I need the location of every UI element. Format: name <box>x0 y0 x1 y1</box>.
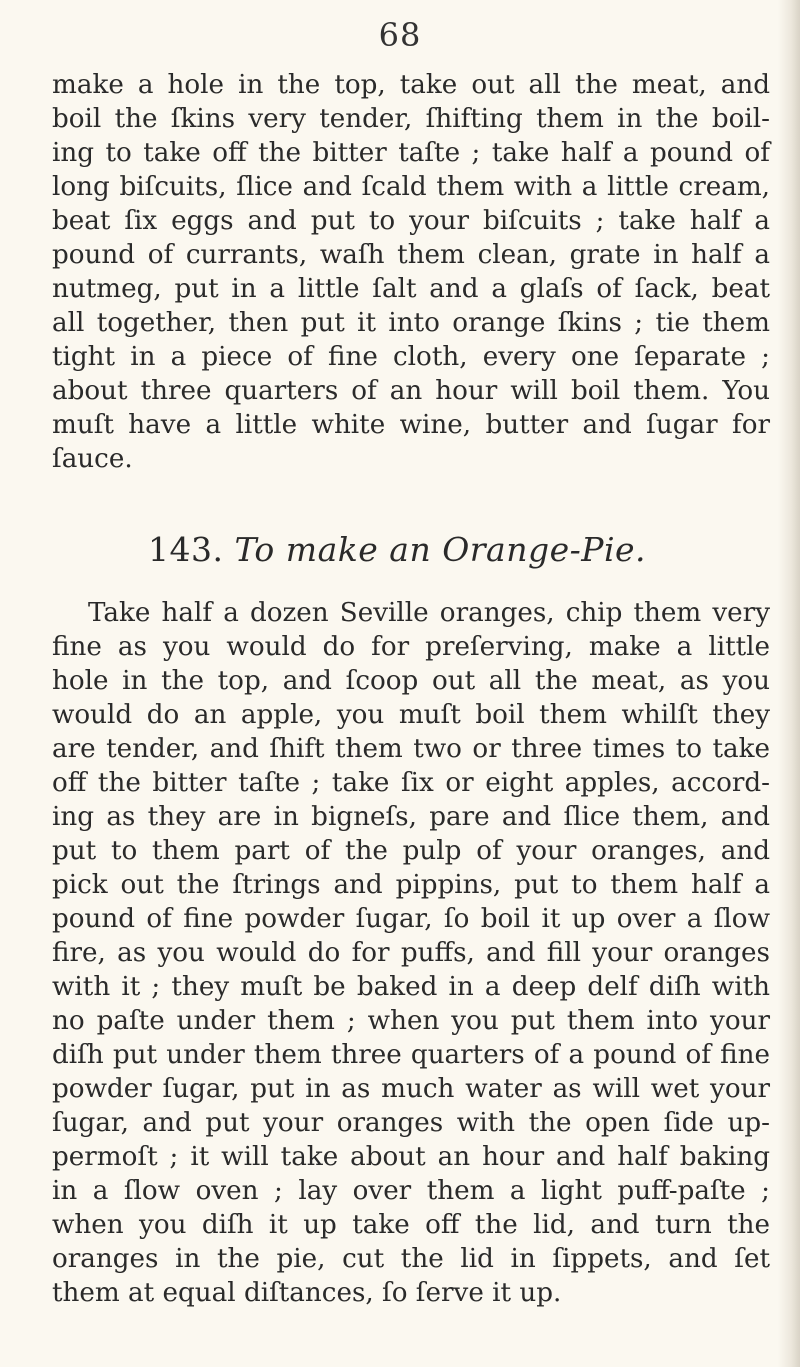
text-line: pound of fine powder ſugar, ſo boil it up over a ſlow <box>52 904 770 934</box>
page-number: 68 <box>378 16 422 54</box>
text-line: fine as you would do for preſerving, make a little <box>52 632 770 662</box>
recipe-title: To make an Orange-Pie. <box>234 530 647 569</box>
text-line: pound of currants, waſh them clean, grate in half a <box>52 240 770 270</box>
text-line: hole in the top, and ſcoop out all the meat, as you <box>52 666 770 696</box>
text-line: with it ; they muſt be baked in a deep delf diſh with <box>52 972 770 1002</box>
text-line: in a ſlow oven ; lay over them a light puff-paſte ; <box>52 1176 770 1206</box>
text-line: long biſcuits, ſlice and ſcald them with a little cream, <box>52 172 770 202</box>
text-line: no paſte under them ; when you put them into your <box>52 1006 770 1036</box>
text-line: tight in a piece of fine cloth, every one ſeparate ; <box>52 342 770 372</box>
text-line: muſt have a little white wine, butter and ſugar for <box>52 410 770 440</box>
text-line: when you diſh it up take off the lid, and turn the <box>52 1210 770 1240</box>
text-line: off the bitter taſte ; take ſix or eight apples, accord- <box>52 768 770 798</box>
text-line: put to them part of the pulp of your oranges, and <box>52 836 770 866</box>
text-line: them at equal diſtances, ſo ſerve it up. <box>52 1278 562 1308</box>
intro-paragraph <box>52 68 770 476</box>
text-line: make a hole in the top, take out all the meat, and <box>52 70 770 100</box>
text-line: all together, then put it into orange ſkins ; tie them <box>52 308 770 338</box>
recipe-number: 143. <box>148 530 224 569</box>
text-line: ing as they are in bigneſs, pare and ſlice them, and <box>52 802 770 832</box>
text-line: beat ſix eggs and put to your biſcuits ; take half a <box>52 206 770 236</box>
text-line: powder ſugar, put in as much water as will wet your <box>52 1074 770 1104</box>
text-line: nutmeg, put in a little ſalt and a glaſs of ſack, beat <box>52 274 770 304</box>
text-line: would do an apple, you muſt boil them whilſt they <box>52 700 770 730</box>
recipe-body <box>52 596 770 1310</box>
text-line: Take half a dozen Seville oranges, chip them very <box>88 598 770 628</box>
text-line: are tender, and ſhift them two or three times to take <box>52 734 770 764</box>
text-line: boil the ſkins very tender, ſhifting them in the boil- <box>52 104 770 134</box>
text-line: ing to take off the bitter taſte ; take half a pound of <box>52 138 770 168</box>
text-line: fire, as you would do for puffs, and fill your oranges <box>52 938 770 968</box>
text-line: oranges in the pie, cut the lid in ſippets, and ſet <box>52 1244 770 1274</box>
page-gutter-shadow <box>778 0 800 1367</box>
text-line: diſh put under them three quarters of a pound of fine <box>52 1040 770 1070</box>
text-line: ſauce. <box>52 444 133 474</box>
text-line: about three quarters of an hour will boil them. You <box>52 376 770 406</box>
text-line: pick out the ſtrings and pippins, put to them half a <box>52 870 770 900</box>
text-line: ſugar, and put your oranges with the open ſide up- <box>52 1108 770 1138</box>
text-line: permoſt ; it will take about an hour and half baking <box>52 1142 770 1172</box>
recipe-heading <box>148 530 646 569</box>
